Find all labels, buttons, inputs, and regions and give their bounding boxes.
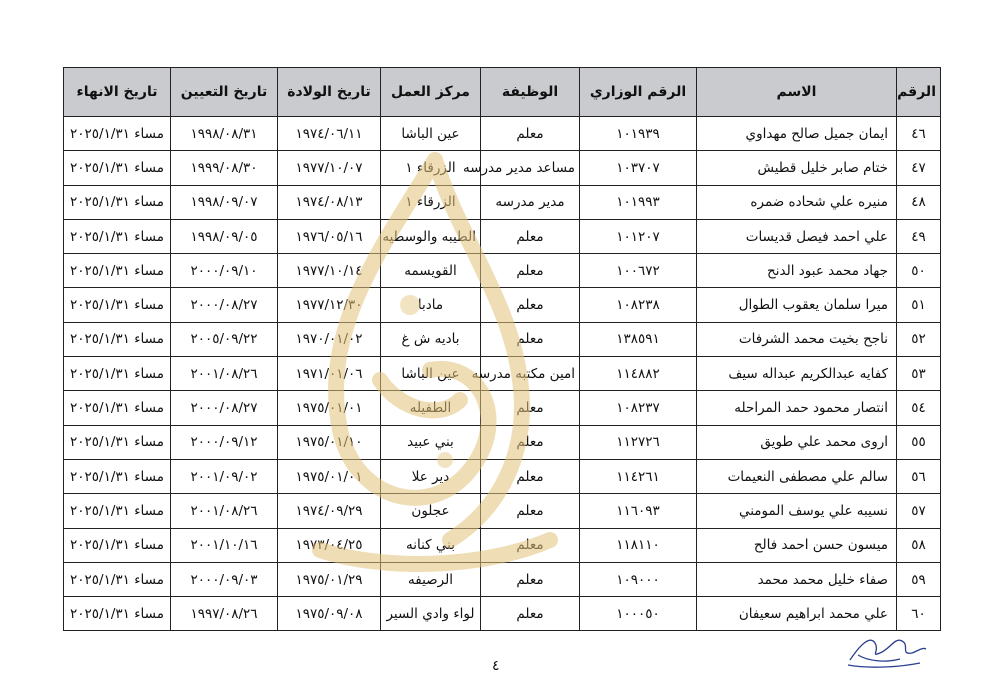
table-row: [64, 425, 941, 459]
table-row: [64, 597, 941, 631]
cell-ministry-no: ١٠٣٧٠٧: [580, 151, 697, 185]
cell-job: معلم: [481, 528, 580, 562]
cell-no: ٤٩: [897, 219, 941, 253]
cell-name: اروى محمد علي طويق: [697, 425, 897, 459]
cell-no: ٥٧: [897, 494, 941, 528]
cell-job: امين مكتبه مدرسه: [481, 357, 580, 391]
header-work-center: مركز العمل: [381, 68, 481, 117]
header-no: الرقم: [897, 68, 941, 117]
cell-end-date: مساء ٢٠٢٥/١/٣١: [64, 254, 171, 288]
cell-work-center: القويسمه: [381, 254, 481, 288]
cell-birth-date: ١٩٧٥/٠١/٠١: [278, 391, 381, 425]
cell-birth-date: ١٩٧٣/٠٤/٢٥: [278, 528, 381, 562]
cell-birth-date: ١٩٧٦/٠٥/١٦: [278, 219, 381, 253]
cell-job: معلم: [481, 391, 580, 425]
cell-end-date: مساء ٢٠٢٥/١/٣١: [64, 151, 171, 185]
header-appoint-date: تاريخ التعيين: [171, 68, 278, 117]
table-row: [64, 185, 941, 219]
cell-end-date: مساء ٢٠٢٥/١/٣١: [64, 528, 171, 562]
cell-name: ناجح بخيت محمد الشرفات: [697, 322, 897, 356]
cell-no: ٥٠: [897, 254, 941, 288]
cell-appoint-date: ١٩٩٧/٠٨/٢٦: [171, 597, 278, 631]
cell-no: ٤٨: [897, 185, 941, 219]
cell-job: معلم: [481, 459, 580, 493]
cell-appoint-date: ١٩٩٨/٠٨/٣١: [171, 117, 278, 151]
header-name: الاسم: [697, 68, 897, 117]
table-row: [64, 151, 941, 185]
cell-ministry-no: ١٠٨٢٣٨: [580, 288, 697, 322]
cell-work-center: الزرقاء ١: [381, 151, 481, 185]
table-row: [64, 288, 941, 322]
cell-appoint-date: ٢٠٠٠/٠٨/٢٧: [171, 288, 278, 322]
cell-end-date: مساء ٢٠٢٥/١/٣١: [64, 288, 171, 322]
cell-job: معلم: [481, 219, 580, 253]
cell-birth-date: ١٩٧٧/١٠/١٤: [278, 254, 381, 288]
cell-ministry-no: ١٠٨٢٣٧: [580, 391, 697, 425]
cell-ministry-no: ١٠٠٦٧٢: [580, 254, 697, 288]
cell-work-center: الطيبه والوسطيه: [381, 219, 481, 253]
cell-name: نسيبه علي يوسف المومني: [697, 494, 897, 528]
cell-no: ٥٢: [897, 322, 941, 356]
cell-end-date: مساء ٢٠٢٥/١/٣١: [64, 322, 171, 356]
cell-name: ايمان جميل صالح مهداوي: [697, 117, 897, 151]
cell-end-date: مساء ٢٠٢٥/١/٣١: [64, 391, 171, 425]
cell-appoint-date: ١٩٩٨/٠٩/٠٧: [171, 185, 278, 219]
cell-job: معلم: [481, 288, 580, 322]
cell-no: ٤٦: [897, 117, 941, 151]
cell-birth-date: ١٩٧٥/٠١/٢٩: [278, 562, 381, 596]
cell-appoint-date: ١٩٩٨/٠٩/٠٥: [171, 219, 278, 253]
cell-ministry-no: ١٠٩٠٠٠: [580, 562, 697, 596]
cell-name: سالم علي مصطفى النعيمات: [697, 459, 897, 493]
cell-no: ٤٧: [897, 151, 941, 185]
cell-appoint-date: ٢٠٠٠/٠٩/١٠: [171, 254, 278, 288]
signature: [840, 625, 930, 670]
header-row: [64, 68, 941, 117]
cell-no: ٥١: [897, 288, 941, 322]
staff-table: [63, 67, 941, 631]
cell-no: ٥٦: [897, 459, 941, 493]
cell-birth-date: ١٩٧٤/٠٩/٢٩: [278, 494, 381, 528]
cell-ministry-no: ١١٤٨٨٢: [580, 357, 697, 391]
cell-work-center: لواء وادي السير: [381, 597, 481, 631]
cell-end-date: مساء ٢٠٢٥/١/٣١: [64, 219, 171, 253]
cell-no: ٥٤: [897, 391, 941, 425]
cell-ministry-no: ١١٢٧٢٦: [580, 425, 697, 459]
cell-end-date: مساء ٢٠٢٥/١/٣١: [64, 117, 171, 151]
cell-ministry-no: ١١٤٢٦١: [580, 459, 697, 493]
cell-appoint-date: ٢٠٠١/١٠/١٦: [171, 528, 278, 562]
cell-name: علي محمد ابراهيم سعيفان: [697, 597, 897, 631]
cell-birth-date: ١٩٧٧/١٠/٠٧: [278, 151, 381, 185]
table-row: [64, 322, 941, 356]
cell-job: معلم: [481, 562, 580, 596]
table-row: [64, 391, 941, 425]
table-row: [64, 117, 941, 151]
cell-work-center: بني عبيد: [381, 425, 481, 459]
cell-job: معلم: [481, 494, 580, 528]
table-row: [64, 357, 941, 391]
cell-no: ٥٥: [897, 425, 941, 459]
cell-work-center: باديه ش غ: [381, 322, 481, 356]
cell-appoint-date: ١٩٩٩/٠٨/٣٠: [171, 151, 278, 185]
cell-work-center: دير علا: [381, 459, 481, 493]
cell-birth-date: ١٩٧١/٠١/٠٦: [278, 357, 381, 391]
header-birth-date: تاريخ الولادة: [278, 68, 381, 117]
cell-ministry-no: ١٠١٢٠٧: [580, 219, 697, 253]
cell-birth-date: ١٩٧٥/٠١/٠١: [278, 459, 381, 493]
cell-birth-date: ١٩٧٥/٠٩/٠٨: [278, 597, 381, 631]
cell-appoint-date: ٢٠٠٠/٠٩/١٢: [171, 425, 278, 459]
cell-job: مساعد مدير مدرسه: [481, 151, 580, 185]
cell-name: صفاء خليل محمد محمد: [697, 562, 897, 596]
cell-birth-date: ١٩٧٥/٠١/١٠: [278, 425, 381, 459]
table-row: [64, 562, 941, 596]
table-body: [64, 117, 941, 631]
table-row: [64, 528, 941, 562]
cell-ministry-no: ١٠٠٠٥٠: [580, 597, 697, 631]
cell-appoint-date: ٢٠٠١/٠٨/٢٦: [171, 494, 278, 528]
cell-end-date: مساء ٢٠٢٥/١/٣١: [64, 185, 171, 219]
cell-appoint-date: ٢٠٠٠/٠٩/٠٣: [171, 562, 278, 596]
cell-end-date: مساء ٢٠٢٥/١/٣١: [64, 425, 171, 459]
cell-no: ٥٣: [897, 357, 941, 391]
cell-birth-date: ١٩٧٧/١٢/٣٠: [278, 288, 381, 322]
cell-birth-date: ١٩٧٤/٠٨/١٣: [278, 185, 381, 219]
cell-work-center: عين الباشا: [381, 357, 481, 391]
cell-appoint-date: ٢٠٠٥/٠٩/٢٢: [171, 322, 278, 356]
cell-ministry-no: ١٣٨٥٩١: [580, 322, 697, 356]
cell-name: ميسون حسن احمد فالح: [697, 528, 897, 562]
page-number: ٤: [492, 658, 500, 674]
cell-job: معلم: [481, 322, 580, 356]
table-row: [64, 494, 941, 528]
cell-ministry-no: ١١٨١١٠: [580, 528, 697, 562]
cell-ministry-no: ١٠١٩٩٣: [580, 185, 697, 219]
cell-birth-date: ١٩٧٠/٠١/٠٢: [278, 322, 381, 356]
cell-job: مدير مدرسه: [481, 185, 580, 219]
cell-job: معلم: [481, 425, 580, 459]
cell-work-center: عين الباشا: [381, 117, 481, 151]
cell-work-center: الطفيله: [381, 391, 481, 425]
cell-appoint-date: ٢٠٠٠/٠٨/٢٧: [171, 391, 278, 425]
cell-end-date: مساء ٢٠٢٥/١/٣١: [64, 562, 171, 596]
cell-end-date: مساء ٢٠٢٥/١/٣١: [64, 494, 171, 528]
cell-job: معلم: [481, 597, 580, 631]
cell-name: ميرا سلمان يعقوب الطوال: [697, 288, 897, 322]
cell-name: منيره علي شحاده ضمره: [697, 185, 897, 219]
cell-job: معلم: [481, 254, 580, 288]
header-job: الوظيفة: [481, 68, 580, 117]
cell-no: ٥٨: [897, 528, 941, 562]
header-ministry-no: الرقم الوزاري: [580, 68, 697, 117]
cell-birth-date: ١٩٧٤/٠٦/١١: [278, 117, 381, 151]
table-row: [64, 459, 941, 493]
cell-appoint-date: ٢٠٠١/٠٨/٢٦: [171, 357, 278, 391]
cell-end-date: مساء ٢٠٢٥/١/٣١: [64, 357, 171, 391]
cell-ministry-no: ١٠١٩٣٩: [580, 117, 697, 151]
table-container: [63, 67, 940, 631]
cell-appoint-date: ٢٠٠١/٠٩/٠٢: [171, 459, 278, 493]
cell-end-date: مساء ٢٠٢٥/١/٣١: [64, 597, 171, 631]
cell-no: ٥٩: [897, 562, 941, 596]
cell-work-center: بني كنانه: [381, 528, 481, 562]
cell-name: ختام صابر خليل قطيش: [697, 151, 897, 185]
cell-work-center: الرصيفه: [381, 562, 481, 596]
cell-ministry-no: ١١٦٠٩٣: [580, 494, 697, 528]
cell-no: ٦٠: [897, 597, 941, 631]
cell-job: معلم: [481, 117, 580, 151]
header-end-date: تاريخ الانهاء: [64, 68, 171, 117]
cell-work-center: الزرقاء ١: [381, 185, 481, 219]
table-row: [64, 254, 941, 288]
cell-name: علي احمد فيصل قديسات: [697, 219, 897, 253]
table-row: [64, 219, 941, 253]
cell-name: جهاد محمد عبود الدنح: [697, 254, 897, 288]
cell-name: كفايه عبدالكريم عبداله سيف: [697, 357, 897, 391]
cell-work-center: عجلون: [381, 494, 481, 528]
cell-end-date: مساء ٢٠٢٥/١/٣١: [64, 459, 171, 493]
cell-work-center: مادبا: [381, 288, 481, 322]
cell-name: انتصار محمود حمد المراحله: [697, 391, 897, 425]
